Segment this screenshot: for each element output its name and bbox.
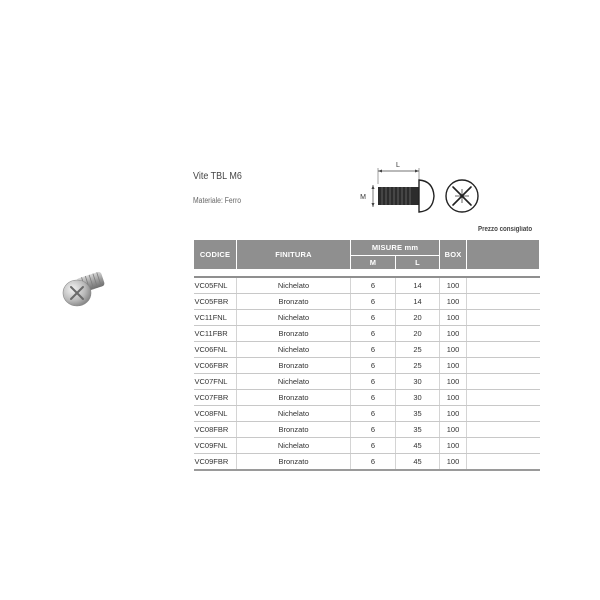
table-row <box>194 294 540 310</box>
cell-l: 45 <box>396 454 440 471</box>
cell-m: 6 <box>351 438 396 454</box>
cell-l: 35 <box>396 406 440 422</box>
cell-finish: Nichelato <box>237 438 351 454</box>
cell-price <box>467 342 540 358</box>
screw-diagram <box>357 158 487 220</box>
cell-finish: Bronzato <box>237 422 351 438</box>
cell-m: 6 <box>351 374 396 390</box>
cell-code: VC06FBR <box>194 358 237 374</box>
table-row <box>194 438 540 454</box>
cell-code: VC08FBR <box>194 422 237 438</box>
cell-box: 100 <box>440 374 467 390</box>
cell-price <box>467 294 540 310</box>
cell-m: 6 <box>351 342 396 358</box>
cell-price <box>467 390 540 406</box>
cell-l: 35 <box>396 422 440 438</box>
cell-code: VC05FBR <box>194 294 237 310</box>
cell-box: 100 <box>440 390 467 406</box>
table-row <box>194 326 540 342</box>
cell-l: 30 <box>396 374 440 390</box>
cell-finish: Nichelato <box>237 310 351 326</box>
cell-l: 20 <box>396 310 440 326</box>
cell-m: 6 <box>351 358 396 374</box>
cell-code: VC08FNL <box>194 406 237 422</box>
cell-finish: Bronzato <box>237 358 351 374</box>
material-label: Materiale: Ferro <box>193 196 241 205</box>
table-row <box>194 454 540 471</box>
header-l: L <box>396 256 440 270</box>
cell-box: 100 <box>440 454 467 471</box>
header-code: CODICE <box>194 240 237 270</box>
cell-box: 100 <box>440 342 467 358</box>
cell-m: 6 <box>351 422 396 438</box>
diameter-label: M <box>360 194 366 201</box>
table-row <box>194 422 540 438</box>
cell-price <box>467 438 540 454</box>
screw-photo <box>60 262 112 314</box>
length-label: L <box>396 162 400 169</box>
table-row <box>194 310 540 326</box>
cell-l: 14 <box>396 294 440 310</box>
cell-finish: Bronzato <box>237 326 351 342</box>
header-sizes: MISURE mm <box>351 240 440 256</box>
cell-finish: Nichelato <box>237 342 351 358</box>
header-rule <box>194 270 540 278</box>
cell-code: VC09FBR <box>194 454 237 471</box>
cell-m: 6 <box>351 326 396 342</box>
cell-box: 100 <box>440 326 467 342</box>
table-row <box>194 406 540 422</box>
cell-box: 100 <box>440 422 467 438</box>
table-row <box>194 277 540 294</box>
cell-price <box>467 310 540 326</box>
cell-price <box>467 454 540 471</box>
header-box: BOX <box>440 240 467 270</box>
cell-l: 45 <box>396 438 440 454</box>
table-row <box>194 390 540 406</box>
header-finish: FINITURA <box>237 240 351 270</box>
cell-box: 100 <box>440 294 467 310</box>
cell-box: 100 <box>440 277 467 294</box>
product-title: Vite TBL M6 <box>193 171 242 182</box>
cell-price <box>467 406 540 422</box>
cell-code: VC07FNL <box>194 374 237 390</box>
cell-finish: Nichelato <box>237 406 351 422</box>
cell-l: 20 <box>396 326 440 342</box>
suggested-price-label: Prezzo consigliato <box>478 226 533 233</box>
cell-code: VC07FBR <box>194 390 237 406</box>
table-row <box>194 358 540 374</box>
header-m: M <box>351 256 396 270</box>
cell-m: 6 <box>351 310 396 326</box>
cell-code: VC06FNL <box>194 342 237 358</box>
cell-m: 6 <box>351 277 396 294</box>
product-table <box>193 239 540 471</box>
cell-finish: Bronzato <box>237 454 351 471</box>
cell-finish: Nichelato <box>237 374 351 390</box>
cell-l: 25 <box>396 358 440 374</box>
cell-m: 6 <box>351 390 396 406</box>
cell-box: 100 <box>440 406 467 422</box>
cell-m: 6 <box>351 406 396 422</box>
cell-code: VC11FBR <box>194 326 237 342</box>
header-price <box>467 240 540 270</box>
cell-finish: Nichelato <box>237 277 351 294</box>
cell-box: 100 <box>440 310 467 326</box>
cell-finish: Bronzato <box>237 390 351 406</box>
cell-code: VC05FNL <box>194 277 237 294</box>
cell-m: 6 <box>351 454 396 471</box>
table-row <box>194 342 540 358</box>
cell-price <box>467 358 540 374</box>
cell-box: 100 <box>440 438 467 454</box>
cell-l: 25 <box>396 342 440 358</box>
table-row <box>194 374 540 390</box>
cell-finish: Bronzato <box>237 294 351 310</box>
cell-code: VC09FNL <box>194 438 237 454</box>
cell-code: VC11FNL <box>194 310 237 326</box>
cell-price <box>467 326 540 342</box>
cell-price <box>467 422 540 438</box>
cell-box: 100 <box>440 358 467 374</box>
cell-price <box>467 277 540 294</box>
cell-l: 14 <box>396 277 440 294</box>
cell-price <box>467 374 540 390</box>
cell-l: 30 <box>396 390 440 406</box>
cell-m: 6 <box>351 294 396 310</box>
